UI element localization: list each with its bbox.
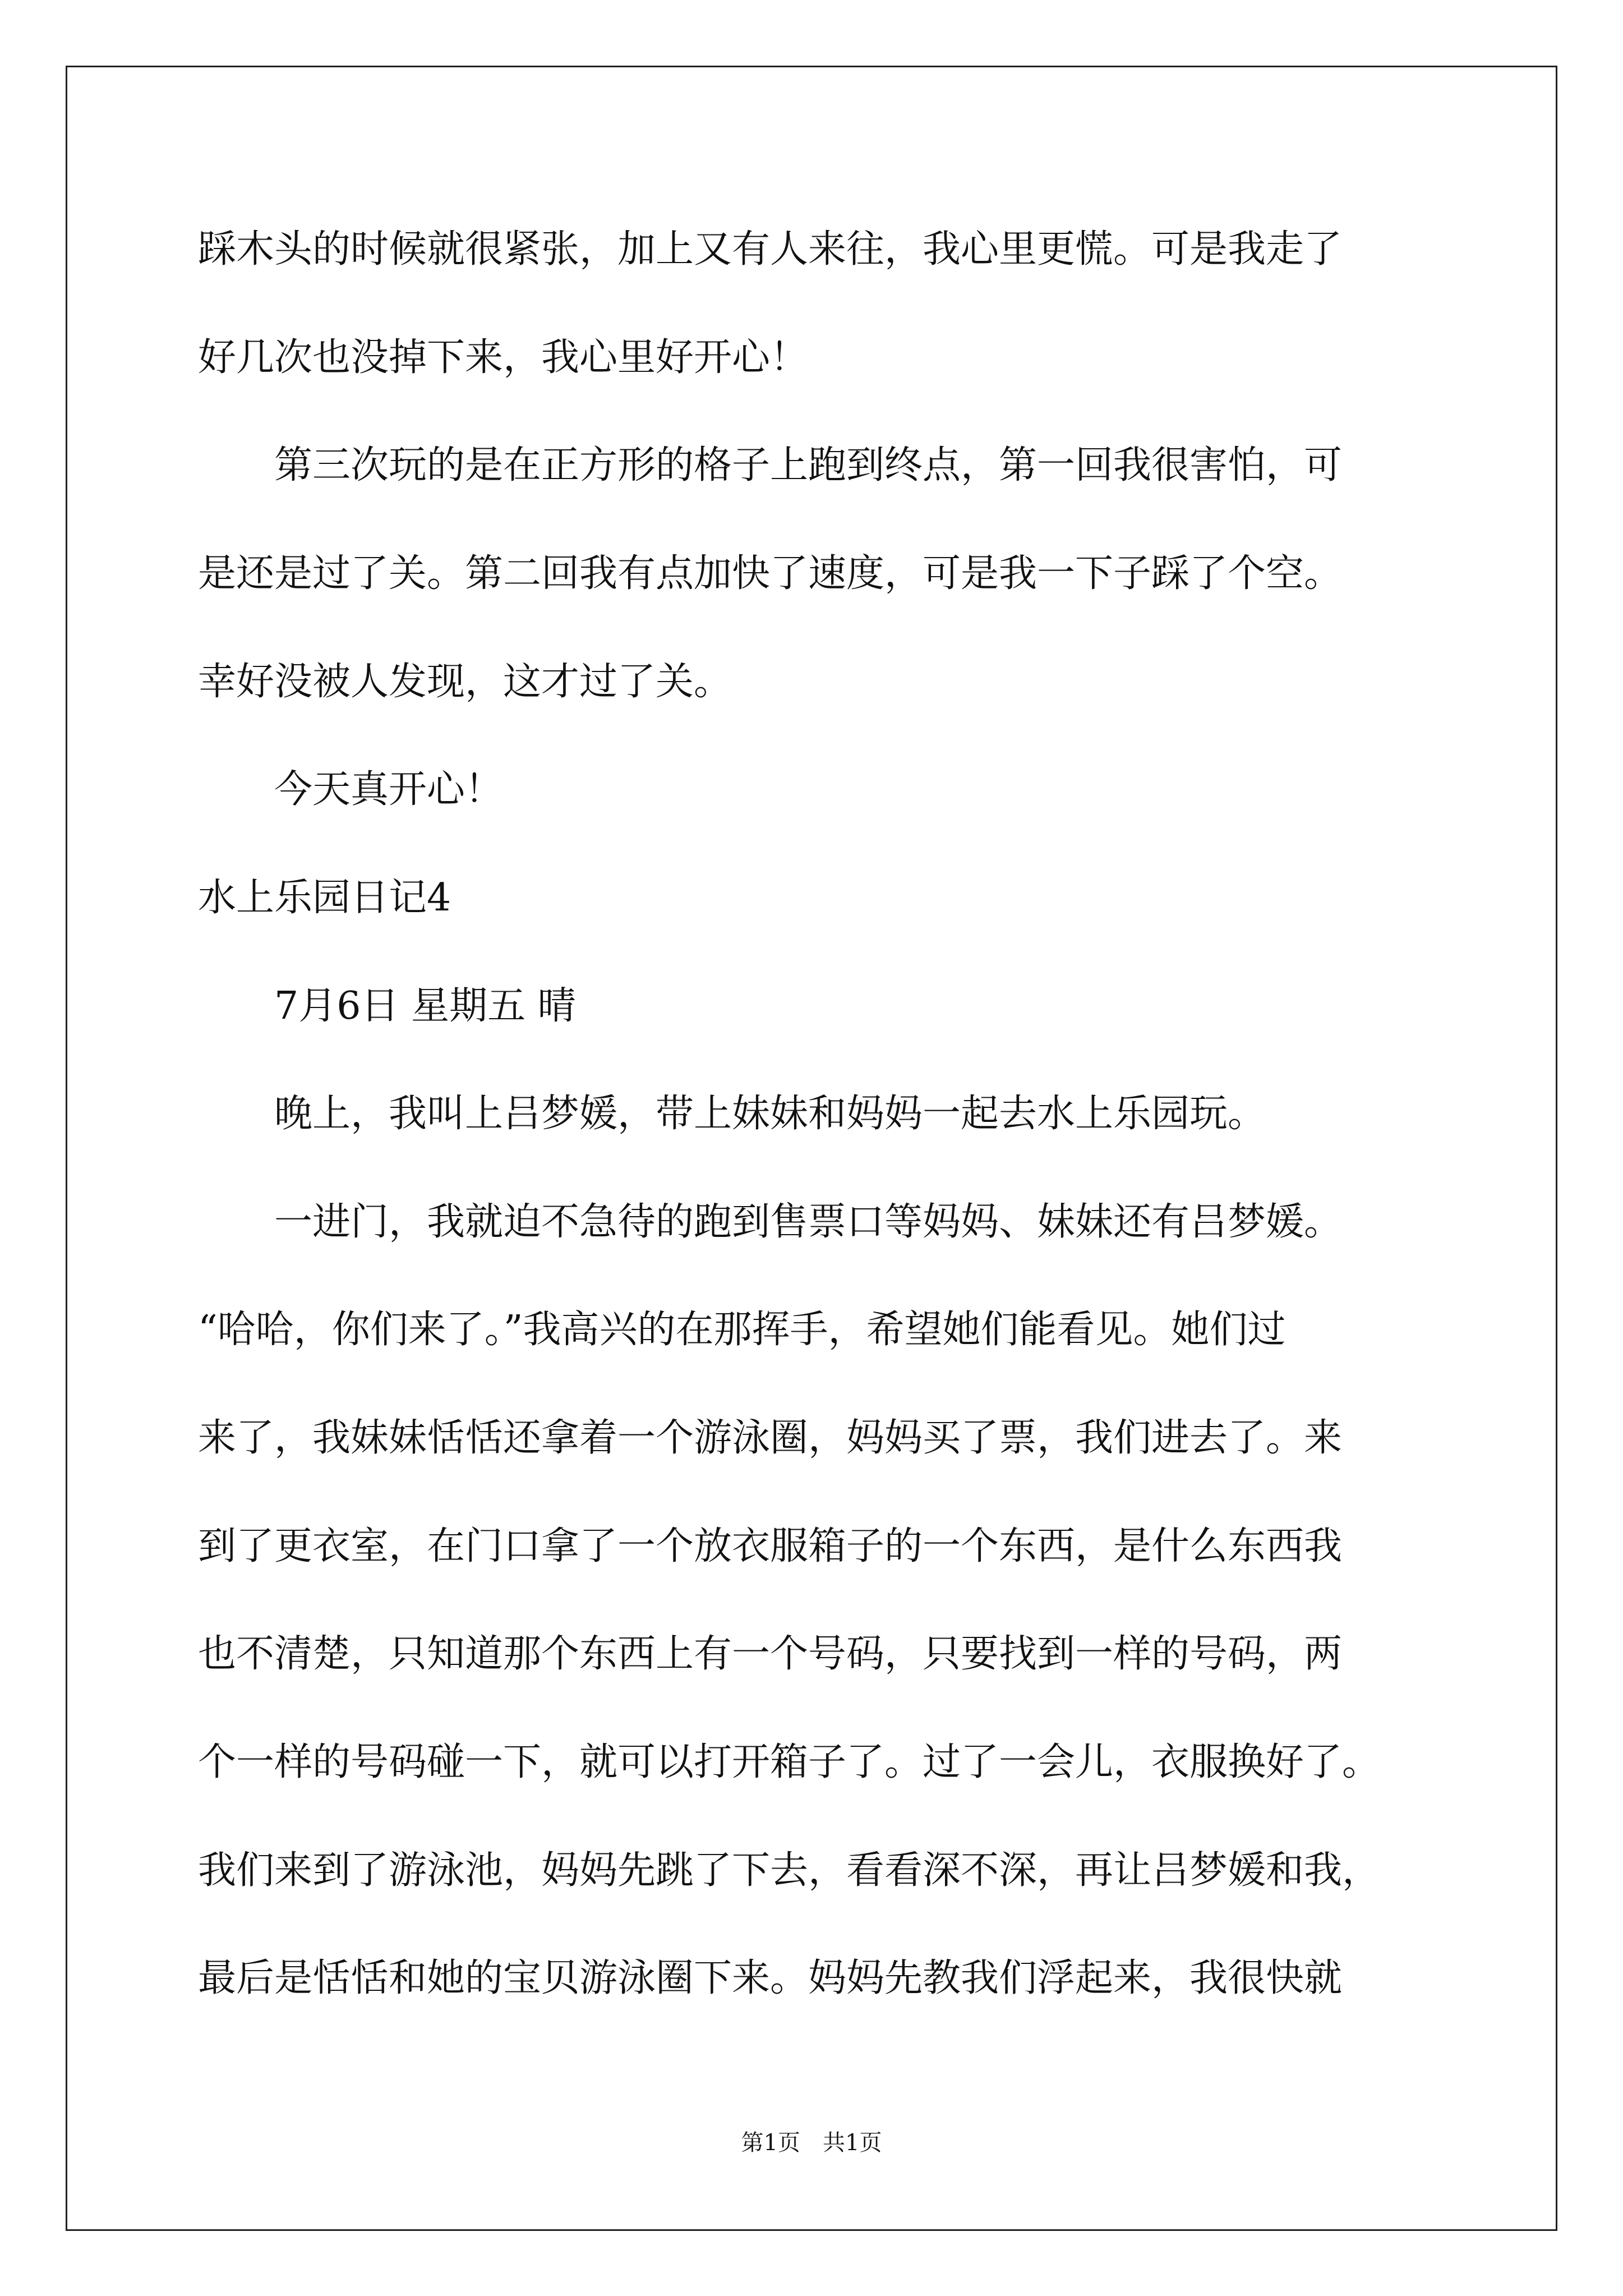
body-line: 好几次也没掉下来，我心里好开心！ [198,335,809,380]
body-line: “哈哈，你们来了。”我高兴的在那挥手，希望她们能看见。她们过 [198,1308,1286,1352]
section-heading: 水上乐园日记4 [198,876,451,920]
body-line: 今天真开心！ [198,767,504,812]
body-line: 一进门，我就迫不急待的跑到售票口等妈妈、妹妹还有吕梦媛。 [198,1200,1343,1244]
body-line: 踩木头的时候就很紧张，加上又有人来往，我心里更慌。可是我走了 [198,227,1343,272]
body-line: 我们来到了游泳池，妈妈先跳了下去，看看深不深，再让吕梦媛和我， [198,1848,1381,1893]
body-line: 幸好没被人发现，这才过了关。 [198,660,732,704]
body-line: 个一样的号码碰一下，就可以打开箱子了。过了一会儿，衣服换好了。 [198,1740,1381,1784]
date-line: 7月6日 星期五 晴 [198,984,576,1028]
body-line: 也不清楚，只知道那个东西上有一个号码，只要找到一样的号码，两 [198,1632,1343,1676]
body-line: 第三次玩的是在正方形的格子上跑到终点，第一回我很害怕，可 [198,443,1343,487]
body-line: 来了，我妹妹恬恬还拿着一个游泳圈，妈妈买了票，我们进去了。来 [198,1416,1343,1460]
page-number-footer: 第1页 共1页 [741,2130,882,2156]
body-line: 是还是过了关。第二回我有点加快了速度，可是我一下子踩了个空。 [198,551,1343,596]
body-line: 最后是恬恬和她的宝贝游泳圈下来。妈妈先教我们浮起来，我很快就 [198,1956,1343,2000]
page-border [66,66,1557,2231]
body-line: 到了更衣室，在门口拿了一个放衣服箱子的一个东西，是什么东西我 [198,1524,1343,1568]
body-line: 晚上，我叫上吕梦媛，带上妹妹和妈妈一起去水上乐园玩。 [198,1092,1266,1136]
